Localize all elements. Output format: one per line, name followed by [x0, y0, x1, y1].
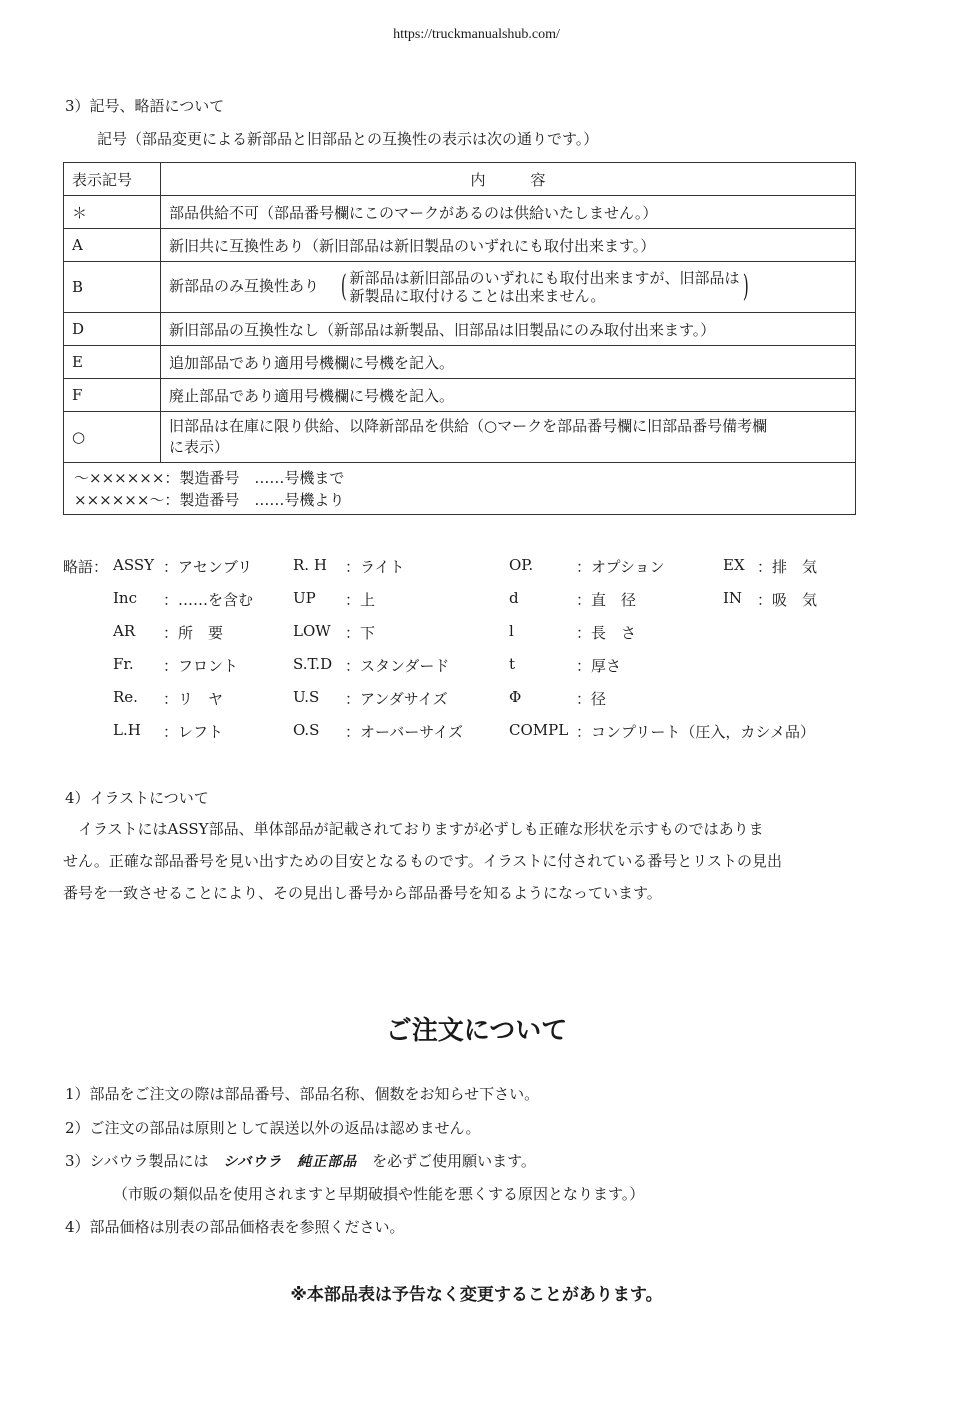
- abbrev-term: UP: [293, 589, 316, 607]
- abbrev-meaning: ：ライト: [345, 558, 405, 576]
- row-note: [350, 269, 740, 305]
- order-item-2: 2）ご注文の部品は原則として誤送以外の返品は認めません。: [65, 1119, 481, 1137]
- abbrev-meaning: ：コンプリート（圧入，カシメ品）: [576, 723, 815, 741]
- table-row: [64, 412, 856, 463]
- row-symbol: E: [64, 346, 161, 379]
- section3-heading: 3）記号、略語について: [65, 97, 225, 115]
- order-item-4: 4）部品価格は別表の部品価格表を参照ください。: [65, 1218, 405, 1236]
- row-symbol: D: [64, 313, 161, 346]
- abbrev-term: Inc: [113, 589, 137, 607]
- row-content-circle: [161, 412, 856, 463]
- section4-line: イラストにはASSY部品、単体部品が記載されておりますが必ずしも正確な形状を示すものではありま: [63, 820, 764, 838]
- row-symbol: ○: [64, 412, 161, 463]
- footer-note: ※本部品表は予告なく変更することがあります。: [290, 1285, 663, 1305]
- section4-body: [63, 813, 863, 909]
- abbrev-term: Φ: [509, 688, 522, 706]
- abbrev-term: Re.: [113, 688, 138, 706]
- abbrev-term: OP.: [509, 556, 534, 574]
- abbrev-term: d: [509, 589, 519, 607]
- row-content-cont: に表示）: [169, 438, 230, 456]
- table-row: [64, 262, 856, 313]
- serial-from: ××××××～：製造番号 ……号機より: [74, 490, 345, 509]
- abbrev-meaning: ：アンダサイズ: [345, 690, 448, 708]
- abbrev-meaning: ：……を含む: [163, 591, 254, 609]
- row-symbol: ＊: [64, 196, 161, 229]
- row-content: 新旧共に互換性あり（新旧部品は新旧製品のいずれにも取付出来ます。）: [161, 229, 856, 262]
- abbrev-meaning: ：フロント: [163, 657, 239, 675]
- source-url: https://truckmanualshub.com/: [393, 27, 560, 42]
- abbrev-term: t: [509, 655, 516, 673]
- header-content: 内 容: [161, 163, 856, 196]
- abbrev-meaning: ：リ ヤ: [163, 690, 224, 708]
- abbrev-term: R. H: [293, 556, 327, 574]
- order-item-3-post: を必ずご使用願います。: [372, 1152, 536, 1170]
- table-row: [64, 196, 856, 229]
- abbrev-term: S.T.D: [293, 655, 333, 673]
- abbrev-term: Fr.: [113, 655, 134, 673]
- order-item-3: [65, 1150, 536, 1171]
- abbrev-meaning: ：径: [576, 690, 607, 708]
- row-content: 部品供給不可（部品番号欄にこのマークがあるのは供給いたしません。）: [161, 196, 856, 229]
- abbrev-meaning: ：アセンブリ: [163, 558, 253, 576]
- abbrev-term: AR: [113, 622, 136, 640]
- section4-line: 番号を一致させることにより、その見出し番号から部品番号を知るようになっています。: [63, 884, 662, 902]
- table-row: [64, 313, 856, 346]
- abbrev-meaning: ：オーバーサイズ: [345, 723, 464, 741]
- serial-until: ～××××××：製造番号 ……号機まで: [74, 468, 345, 487]
- section4-line: せん。正確な部品番号を見い出すための目安となるものです。イラストに付されている番号とリストの見出: [63, 852, 782, 870]
- abbrev-meaning: ：長 さ: [576, 624, 637, 642]
- abbrev-meaning: ：上: [345, 591, 376, 609]
- abbrev-term: l: [509, 622, 514, 640]
- abbrev-meaning: ：レフト: [163, 723, 224, 741]
- row-note-line: 新部品は新旧部品のいずれにも取付出来ますが、旧部品は: [349, 269, 740, 287]
- table-header-row: [64, 163, 856, 196]
- abbrev-term: U.S: [293, 688, 320, 706]
- abbrev-term: L.H: [113, 721, 141, 739]
- order-item-1: 1）部品をご注文の際は部品番号、部品名称、個数をお知らせ下さい。: [65, 1085, 540, 1103]
- row-symbol: B: [64, 262, 161, 313]
- row-content: 新旧部品の互換性なし（新部品は新製品、旧部品は旧製品にのみ取付出来ます。）: [161, 313, 856, 346]
- abbrev-meaning: ：所 要: [163, 624, 224, 642]
- shibaura-genuine-parts-logo: シバウラ 純正部品: [223, 1154, 358, 1170]
- row-content: 廃止部品であり適用号機欄に号機を記入。: [161, 379, 856, 412]
- row-content: 旧部品は在庫に限り供給、以降新部品を供給（○マークを部品番号欄に旧部品番号備考欄: [169, 417, 768, 435]
- abbrev-meaning: ：排 気: [757, 558, 818, 576]
- abbrev-meaning: ：下: [345, 624, 376, 642]
- abbrev-meaning: ：厚さ: [576, 657, 622, 675]
- row-symbol: A: [64, 229, 161, 262]
- serial-row: [64, 463, 856, 515]
- table-row: [64, 379, 856, 412]
- table-row: [64, 346, 856, 379]
- abbrev-label: 略語：: [63, 558, 109, 576]
- abbrev-term: COMPL: [509, 721, 569, 739]
- abbrev-meaning: ：スタンダード: [345, 657, 450, 675]
- row-content: 追加部品であり適用号機欄に号機を記入。: [161, 346, 856, 379]
- order-item-3-pre: 3）シバウラ製品には: [65, 1152, 209, 1170]
- abbrev-meaning: ：吸 気: [757, 591, 818, 609]
- row-content: 新部品のみ互換性あり: [169, 277, 320, 295]
- abbrev-meaning: ：直 径: [576, 591, 637, 609]
- table-row: [64, 229, 856, 262]
- abbrev-term: O.S: [293, 721, 320, 739]
- abbrev-term: EX: [723, 556, 745, 574]
- row-symbol: F: [64, 379, 161, 412]
- symbol-table: [63, 162, 856, 515]
- serial-notes: [64, 463, 856, 515]
- order-title: ご注文について: [385, 1016, 568, 1046]
- row-content-b: 新部品のみ互換性あり ( 新部品は新旧部品のいずれにも取付出来ますが、旧部品は 新製品に取付けることは出来ません。 ): [161, 262, 856, 313]
- abbrev-term: ASSY: [113, 556, 155, 574]
- header-symbol: 表示記号: [64, 163, 161, 196]
- abbrev-meaning: ：オプション: [576, 558, 665, 576]
- abbrev-term: LOW: [293, 622, 331, 640]
- abbrev-term: IN: [723, 589, 743, 607]
- section4-heading: 4）イラストについて: [65, 789, 209, 807]
- section3-intro: 記号（部品変更による新部品と旧部品との互換性の表示は次の通りです。）: [97, 130, 599, 148]
- order-item-3-note: （市販の類似品を使用されますと早期破損や性能を悪くする原因となります。）: [113, 1185, 645, 1203]
- row-note-line: 新製品に取付けることは出来ません。: [349, 287, 606, 305]
